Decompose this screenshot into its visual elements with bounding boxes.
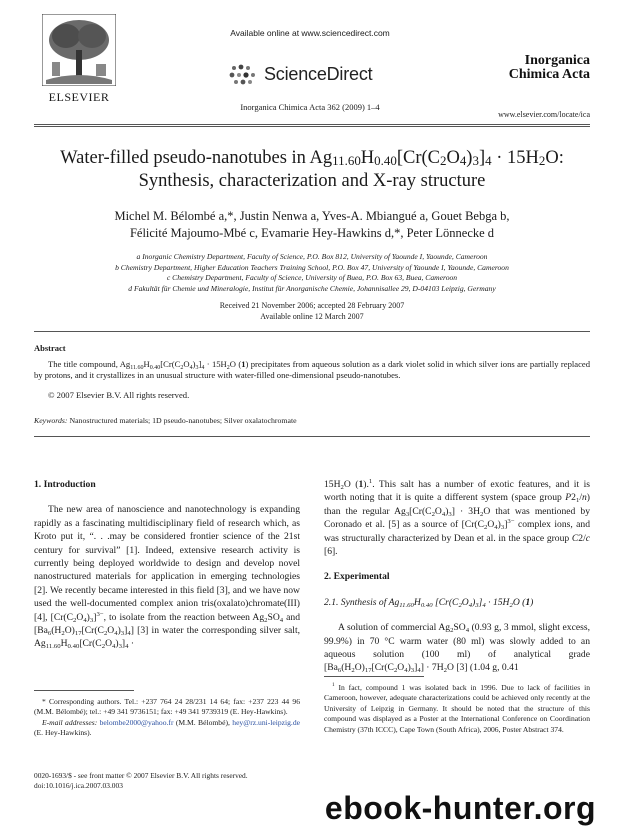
email-link-hey[interactable]: hey@rz.uni-leipzig.de <box>232 717 300 727</box>
article-dates <box>34 300 590 322</box>
abstract-top-rule <box>34 331 590 332</box>
journal-url[interactable]: www.elsevier.com/locate/ica <box>498 110 590 119</box>
keywords: Keywords: Nanostructured materials; 1D pseudo-nanotubes; Silver oxalatochromate <box>34 416 297 425</box>
abstract-heading: Abstract <box>34 343 66 353</box>
intro-paragraph: The new area of nanoscience and nanotechnology is expanding rapidly as a fascinating multidisciplinary field of research which, as Kroto put it, “. . .may be considered frontier science of the 21st century for survival” [1]. Indeed, extensive research activity is currently being deployed worldwide to design and develop novel nanostructured materials for application in emerging technologies [2]. We recently became interested in this field [3], and we have now used the well-documented complex anion tris(oxalato)chromate(III) [4], $[Cr(C_2O_4)_3]^{3-}$, to isolate from the reaction between $Ag_2SO_4$ and $[Ba_6(H_2O)_{17}[Cr(C_2O_4)_3]_4]$ [3] in water the corresponding silver salt, $Ag_{11.60}H_{0.40}[Cr(C_2O_4)_3]_4$ · <box>34 504 301 651</box>
right-footnotes <box>324 676 590 735</box>
journal-logo-line2: Chimica Acta <box>508 67 590 82</box>
abstract-bottom-rule <box>34 436 590 437</box>
authors-line-2: Félicité Majoumo-Mbé c, Evamarie Hey-Hawkins d,*, Peter Lönnecke d <box>129 226 495 240</box>
journal-logo-line1: Inorganica <box>524 53 590 68</box>
right-column <box>324 478 590 675</box>
affiliation-a: a Inorganic Chemistry Department, Faculty of Science, P.O. Box 812, University of Yaounde I, Yaounde, Cameroon <box>136 252 488 261</box>
email-link-belombe[interactable]: belombe2000@yahoo.fr <box>99 717 174 727</box>
footnote-rule-right <box>324 676 424 677</box>
affiliation-d: d Fakultät für Chemie und Mineralogie, Institut für Anorganische Chemie, Johannisallee 29, D-04103 Leipzig, Germany <box>128 283 496 293</box>
article-title <box>34 147 590 193</box>
title-line-2: Synthesis, characterization and X-ray structure <box>138 171 486 191</box>
available-online-text: Available online at www.sciencedirect.com <box>230 28 390 38</box>
left-footnotes <box>34 690 300 739</box>
left-column <box>34 478 300 651</box>
synthesis-paragraph: A solution of commercial $Ag_2SO_4$ (0.93 g, 3 mmol, slight excess, 99.9%) in 70 °C warm water (80 ml) was slowly added to an aqueous solution (100 ml) of analytical grade $[Ba_6(H_2O)_{17}[Cr(C_2O_4)_3]_4] \cdot 7H_2O$ [3] (1.04 g, 0.41 <box>324 622 590 675</box>
footnote-1: $^1$ In fact, compound 1 was isolated back in 1996. Due to lack of facilities in Cameroon, however, adequate characterizations could be achieved only recently at the University of Leipzig in Germany. It should be noted that the structure of this compound was displayed as a Poster at the International Conference on Coordination Chemistry (37th ICCC), Cape Town (South Africa), 2006, Poster Abstract 374. <box>324 682 590 734</box>
footnote-rule <box>34 690 134 691</box>
journal-reference: Inorganica Chimica Acta 362 (2009) 1–4 <box>240 102 380 112</box>
watermark-text: ebook-hunter.org <box>324 790 596 826</box>
affiliation-c: c Chemistry Department, Faculty of Science, University of Buea, P.O. Box 63, Buea, Cameroon <box>166 273 458 282</box>
corresponding-authors: * Corresponding authors. Tel.: +237 764 24 28/231 14 64; fax: +237 223 44 96 (M.M. Bélombé); tel.: +49 341 9736151; fax: +49 341 9739319 (E. Hey-Hawkins). <box>34 697 300 717</box>
author-list <box>34 208 590 242</box>
online-date: Available online 12 March 2007 <box>260 312 364 321</box>
affiliation-b: b Chemistry Department, Higher Education Teachers Training School, P.O. Box 47, University of Yaounde I, Yaounde, Cameroon <box>115 262 509 272</box>
abstract-copyright: © 2007 Elsevier B.V. All rights reserved. <box>48 390 190 400</box>
affiliations <box>34 252 590 294</box>
sciencedirect-wordmark: ScienceDirect <box>264 64 373 84</box>
experimental-heading: 2. Experimental <box>324 571 390 583</box>
elsevier-tree-icon <box>42 14 116 86</box>
intro-continuation: $15H_2O$ (1).$^1$. This salt has a number of exotic features, and it is worth noting that it is quite a different system (space group $P2_1/n$) than the regular $Ag_3[Cr(C_2O_4)_3] \cdot 3H_2O$ that was mentioned by Coronado et al. [5] as a source of $[Cr(C_2O_4)_3]^{3-}$ complex ions, and was structurally characterized by Dean et al. in the space group C2/c [6]. <box>324 478 590 558</box>
doi-line[interactable]: doi:10.1016/j.ica.2007.03.003 <box>34 781 123 790</box>
sciencedirect-logo <box>228 62 398 88</box>
elsevier-logo <box>34 14 124 106</box>
received-date: Received 21 November 2006; accepted 28 February 2007 <box>219 301 405 310</box>
authors-line-1: Michel M. Bélombé a,*, Justin Nenwa a, Yves-A. Mbiangué a, Gouet Bebga b, <box>114 209 510 223</box>
sciencedirect-dots-icon <box>228 64 260 86</box>
front-matter <box>34 771 248 791</box>
header-rule <box>34 124 590 125</box>
title-line-1: Water-filled pseudo-nanotubes in $Ag_{11.60}H_{0.40}[Cr(C_2O_4)_3]_4 \cdot 15H_2O$: <box>60 148 564 168</box>
email-addresses: E-mail addresses: belombe2000@yahoo.fr (M.M. Bélombé), hey@rz.uni-leipzig.de (E. Hey-Hawkins). <box>34 717 300 738</box>
header-rule-2 <box>34 126 590 127</box>
synthesis-subheading: 2.1. Synthesis of $Ag_{11.60}H_{0.40}$ $[Cr(C_2O_4)_3]_4 \cdot 15H_2O$ (1) <box>324 596 534 609</box>
abstract-text: The title compound, $Ag_{11.60}H_{0.40}[Cr(C_2O_4)_3]_4 \cdot 15H_2O$ (1) precipitates from aqueous solution as a dark violet solid in which silver ions are partially replaced by protons, and it crystallizes in an unusual structure with water-filled one-dimensional pseudo-nanotubes. <box>34 359 590 381</box>
issn-line: 0020-1693/$ - see front matter © 2007 Elsevier B.V. All rights reserved. <box>34 771 248 780</box>
publisher-name: ELSEVIER <box>48 90 110 104</box>
intro-heading: 1. Introduction <box>34 479 96 490</box>
journal-logo <box>484 54 590 82</box>
